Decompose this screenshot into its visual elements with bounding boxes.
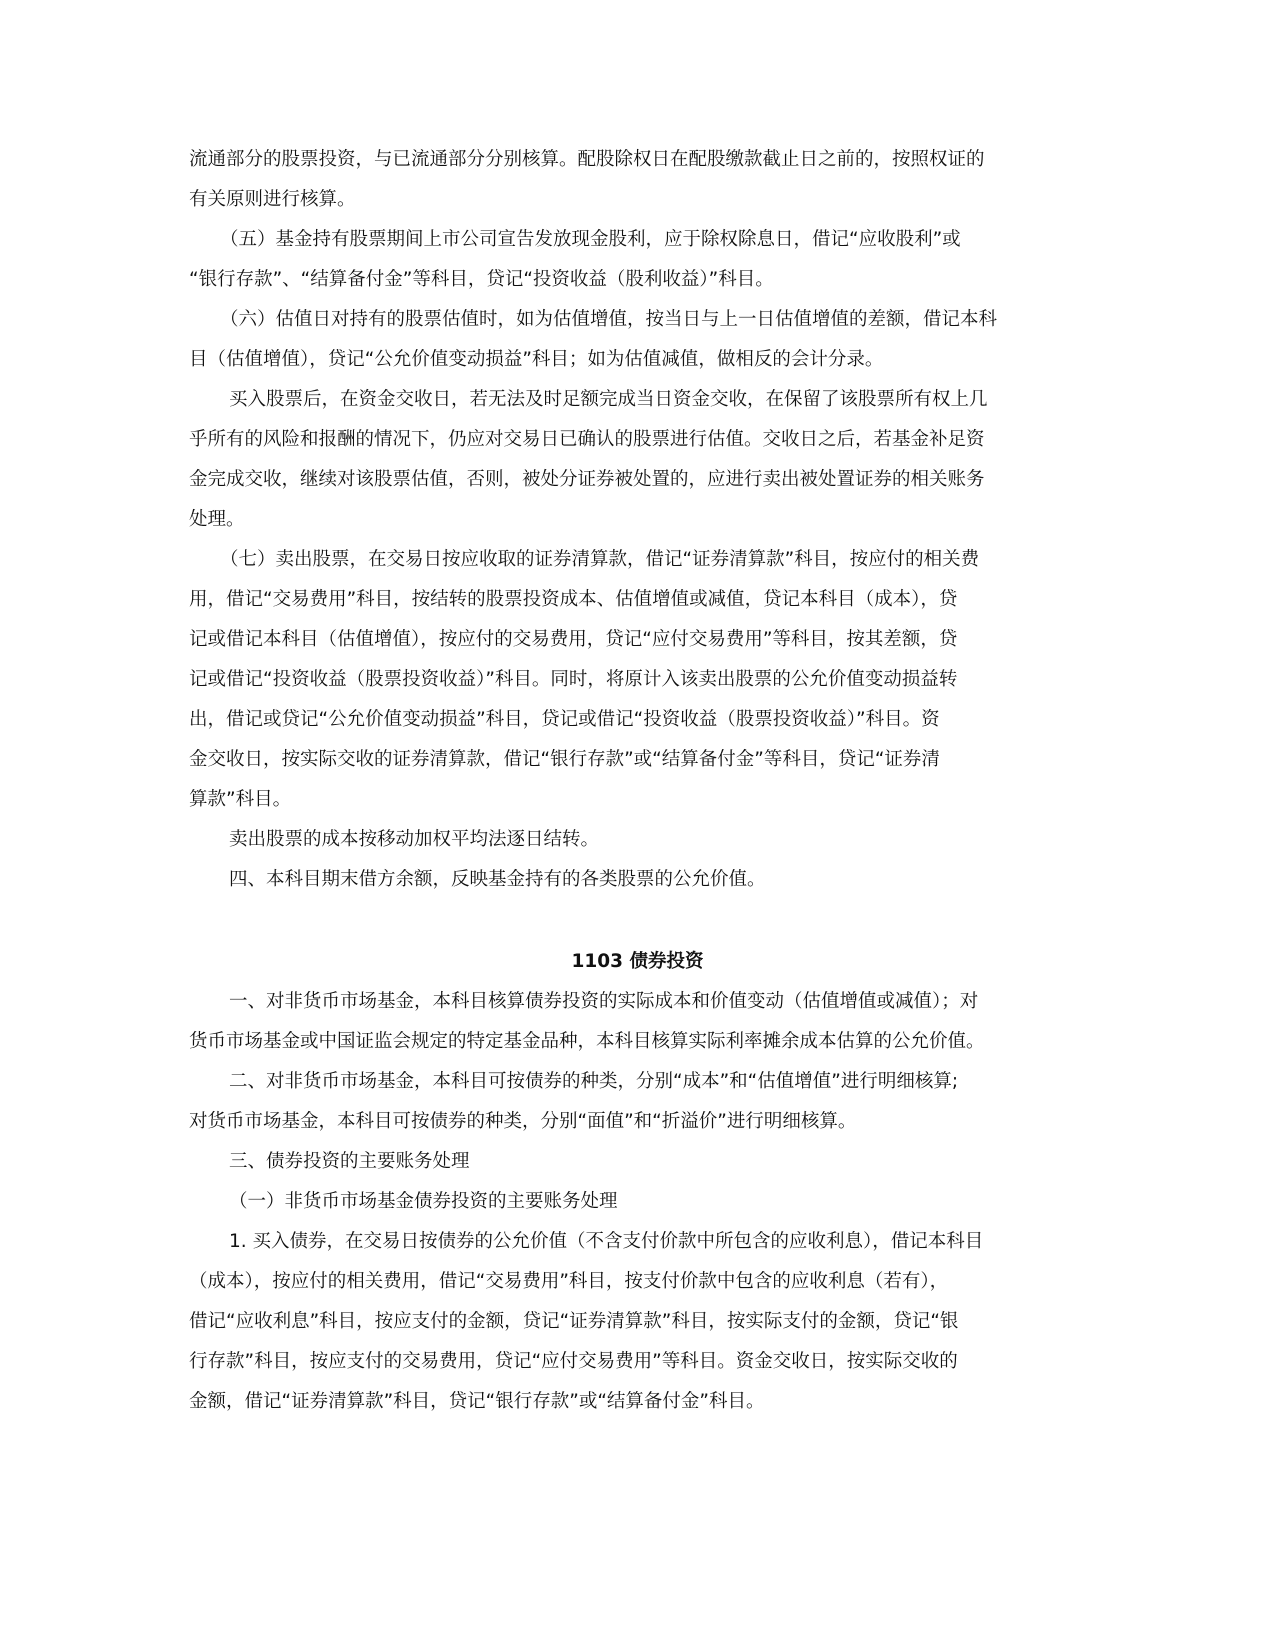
- paragraph-line: 算款”科目。: [189, 789, 292, 810]
- paragraph-line: 买入股票后，在资金交收日，若无法及时足额完成当日资金交收，在保留了该股票所有权上几: [229, 389, 988, 410]
- paragraph-line: （成本），按应付的相关费用，借记“交易费用”科目，按支付价款中包含的应收利息（若有），: [189, 1271, 949, 1292]
- paragraph-line: 记或借记“投资收益（股票投资收益）”科目。同时，将原计入该卖出股票的公允价值变动损益转: [189, 669, 958, 690]
- section-heading: 1103 债券投资: [571, 951, 704, 972]
- paragraph-line: 流通部分的股票投资，与已流通部分分别核算。配股除权日在配股缴款截止日之前的，按照权证的: [189, 149, 985, 170]
- paragraph-line: 一、对非货币市场基金，本科目核算债券投资的实际成本和价值变动（估值增值或减值）；对: [229, 991, 979, 1012]
- paragraph-line: 金额，借记“证券清算款”科目，贷记“银行存款”或“结算备付金”科目。: [189, 1391, 765, 1412]
- paragraph-line: 金交收日，按实际交收的证券清算款，借记“银行存款”或“结算备付金”等科目，贷记“证券清: [189, 749, 940, 770]
- paragraph-line: 用，借记“交易费用”科目，按结转的股票投资成本、估值增值或减值，贷记本科目（成本），贷: [189, 589, 958, 610]
- paragraph-line: （五）基金持有股票期间上市公司宣告发放现金股利，应于除权除息日，借记“应收股利”或: [220, 229, 961, 250]
- paragraph-line: 乎所有的风险和报酬的情况下，仍应对交易日已确认的股票进行估值。交收日之后，若基金补足资: [189, 429, 985, 450]
- paragraph-line: 有关原则进行核算。: [189, 189, 356, 210]
- paragraph-line: 三、债券投资的主要账务处理: [229, 1151, 470, 1172]
- paragraph-line: 四、本科目期末借方余额，反映基金持有的各类股票的公允价值。: [229, 869, 766, 890]
- paragraph-line: 货币市场基金或中国证监会规定的特定基金品种，本科目核算实际利率摊余成本估算的公允价值。: [189, 1031, 985, 1052]
- paragraph-line: 卖出股票的成本按移动加权平均法逐日结转。: [229, 829, 600, 850]
- paragraph-line: 借记“应收利息”科目，按应支付的金额，贷记“证券清算款”科目，按实际支付的金额，贷记“银: [189, 1311, 959, 1332]
- paragraph-line: 金完成交收，继续对该股票估值，否则，被处分证券被处置的，应进行卖出被处置证券的相关账务: [189, 469, 985, 490]
- paragraph-line: 1. 买入债券，在交易日按债券的公允价值（不含支付价款中所包含的应收利息），借记本科目: [229, 1231, 984, 1252]
- paragraph-line: 目（估值增值），贷记“公允价值变动损益”科目；如为估值减值，做相反的会计分录。: [189, 349, 884, 370]
- paragraph-line: 对货币市场基金，本科目可按债券的种类，分别“面值”和“折溢价”进行明细核算。: [189, 1111, 857, 1132]
- paragraph-line: “银行存款”、“结算备付金”等科目，贷记“投资收益（股利收益）”科目。: [189, 269, 774, 290]
- paragraph-line: 记或借记本科目（估值增值），按应付的交易费用，贷记“应付交易费用”等科目，按其差额，贷: [189, 629, 958, 650]
- paragraph-line: 二、对非货币市场基金，本科目可按债券的种类，分别“成本”和“估值增值”进行明细核算;: [229, 1071, 959, 1092]
- paragraph-line: （一）非货币市场基金债券投资的主要账务处理: [229, 1191, 618, 1212]
- paragraph-line: （六）估值日对持有的股票估值时，如为估值增值，按当日与上一日估值增值的差额，借记本科: [220, 309, 998, 330]
- paragraph-line: 行存款”科目，按应支付的交易费用，贷记“应付交易费用”等科目。资金交收日，按实际交收的: [189, 1351, 958, 1372]
- paragraph-line: 出，借记或贷记“公允价值变动损益”科目，贷记或借记“投资收益（股票投资收益）”科目。资: [189, 709, 940, 730]
- paragraph-line: （七）卖出股票，在交易日按应收取的证券清算款，借记“证券清算款”科目，按应付的相关费: [220, 549, 980, 570]
- paragraph-line: 处理。: [189, 509, 245, 530]
